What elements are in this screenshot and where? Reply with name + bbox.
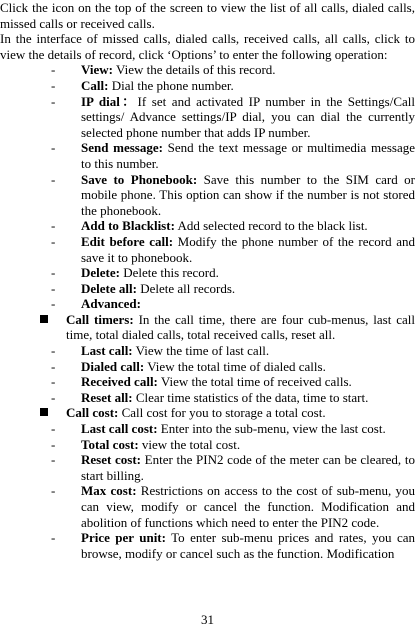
dash-bullet: - — [51, 280, 56, 296]
item-label: Delete all: — [81, 280, 137, 296]
item-label: Last call cost: — [81, 421, 158, 437]
item-text: View the total time of received calls. — [157, 374, 352, 390]
dash-bullet: - — [51, 140, 56, 156]
section-call-timers — [0, 312, 415, 343]
list-item — [0, 437, 415, 453]
item-label: Delete: — [81, 265, 120, 281]
item-label: View: — [81, 62, 114, 78]
dash-bullet: - — [51, 389, 56, 405]
item-label: Add to Blacklist: — [81, 218, 175, 234]
item-text: Save this number to the SIM card or mobile phone. This option can show if the number is not stored the phonebook. — [81, 171, 415, 218]
dash-bullet: - — [51, 530, 56, 546]
item-text: Clear time statistics of the data, time to start. — [132, 389, 369, 405]
square-bullet-icon — [40, 312, 52, 343]
section-call-cost — [0, 405, 415, 421]
list-item — [0, 265, 415, 281]
list-item — [0, 390, 415, 406]
list-item — [0, 359, 415, 375]
item-text: Delete this record. — [119, 265, 219, 281]
item-label: Total cost: — [81, 436, 139, 452]
list-item — [0, 94, 415, 141]
intro-paragraph-1: Click the icon on the top of the screen to view the list of all calls, dialed calls, missed calls or received calls. — [0, 0, 415, 31]
item-text: Enter the PIN2 code of the meter can be cleared, to start billing. — [81, 452, 415, 483]
item-label: IP dial： — [81, 93, 138, 109]
list-item — [0, 343, 415, 359]
item-text: View the details of this record. — [113, 62, 276, 78]
list-item — [0, 62, 415, 78]
dash-bullet: - — [51, 296, 56, 312]
page-number: 31 — [201, 612, 214, 627]
section-label: Call cost: — [66, 405, 119, 421]
dash-bullet: - — [51, 374, 56, 390]
item-text: Dial the phone number. — [108, 77, 234, 93]
dash-bullet: - — [51, 171, 56, 187]
list-item — [0, 140, 415, 171]
list-item — [0, 172, 415, 219]
dash-bullet: - — [51, 343, 56, 359]
list-item — [0, 530, 415, 561]
item-label: Advanced: — [81, 296, 141, 312]
item-label: Price per unit: — [81, 530, 166, 546]
list-item — [0, 296, 415, 312]
section-text: Call cost for you to storage a total cost. — [118, 405, 326, 421]
dash-bullet: - — [51, 421, 56, 437]
list-item — [0, 483, 415, 530]
item-text: view the total cost. — [138, 436, 241, 452]
list-item — [0, 218, 415, 234]
section-label: Call timers: — [66, 311, 134, 327]
section-text: In the call time, there are four cub-menus, last call time, total dialed calls, total received calls, reset all. — [66, 311, 415, 343]
item-text: Delete all records. — [136, 280, 236, 296]
list-item — [0, 421, 415, 437]
dash-bullet: - — [51, 265, 56, 281]
square-bullet-icon — [40, 405, 52, 421]
call-timers-list — [0, 343, 415, 405]
dash-bullet: - — [51, 218, 56, 234]
dash-bullet: - — [51, 233, 56, 249]
item-text: View the time of last call. — [132, 343, 270, 359]
item-label: Max cost: — [81, 483, 137, 499]
dash-bullet: - — [51, 77, 56, 93]
item-text: Add selected record to the black list. — [174, 218, 368, 234]
dash-bullet: - — [51, 62, 56, 78]
item-label: Reset cost: — [81, 452, 141, 468]
list-item — [0, 374, 415, 390]
dash-bullet: - — [51, 358, 56, 374]
list-item — [0, 452, 415, 483]
item-text: Send the text message or multimedia message to this number. — [81, 140, 415, 171]
dash-bullet: - — [51, 452, 56, 468]
item-text: Modify the phone number of the record and save it to phonebook. — [81, 233, 415, 265]
item-label: Dialed call: — [81, 358, 145, 374]
item-text: View the total time of dialed calls. — [144, 358, 326, 374]
item-label: Reset all: — [81, 389, 133, 405]
call-cost-list — [0, 421, 415, 561]
item-label: Last call: — [81, 343, 133, 359]
item-text: Restrictions on access to the cost of sub-menu, you can view, modify or cancel the function. Modification and abolition of functions which need to enter the PIN2 code. — [81, 483, 415, 530]
options-list — [0, 62, 415, 312]
item-label: Send message: — [81, 140, 163, 156]
item-label: Call: — [81, 77, 109, 93]
dash-bullet: - — [51, 93, 56, 109]
item-label: Save to Phonebook: — [81, 171, 198, 187]
dash-bullet: - — [51, 483, 56, 499]
dash-bullet: - — [51, 436, 56, 452]
item-text: If set and activated IP number in the Settings/Call settings/ Advance settings/IP dial, you can dial the currently selected phone number that adds IP number. — [81, 93, 415, 140]
list-item — [0, 78, 415, 94]
item-label: Edit before call: — [81, 233, 174, 249]
list-item — [0, 234, 415, 265]
list-item — [0, 281, 415, 297]
intro-paragraph-2: In the interface of missed calls, dialed calls, received calls, all calls, click to view the details of record, click ‘Options’ to enter the following operation: — [0, 31, 415, 62]
item-text: To enter sub-menu prices and rates, you can browse, modify or cancel such as the function. Modification — [81, 530, 415, 561]
item-label: Received call: — [81, 374, 158, 390]
item-text: Enter into the sub-menu, view the last cost. — [157, 421, 386, 437]
